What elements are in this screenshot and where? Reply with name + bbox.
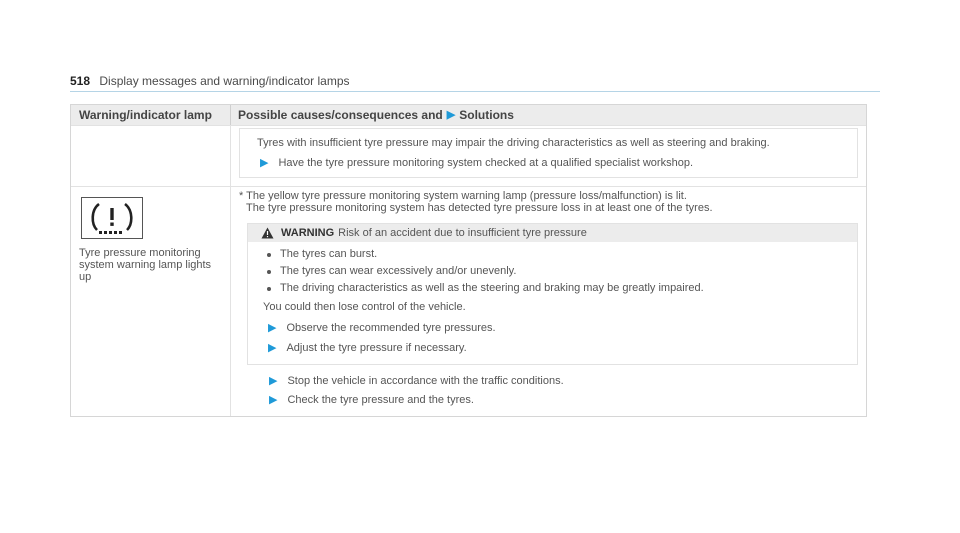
list-item [263,280,857,297]
lamp-label: Tyre pressure monitoring system warning lamp lights up [79,247,212,283]
solution-step [263,320,857,336]
solution-step [239,392,858,408]
bullet-icon [267,270,271,274]
bullet-icon [267,287,271,291]
step-text: Have the tyre pressure monitoring system checked at a qualified specialist workshop. [278,157,693,169]
step-text: Adjust the tyre pressure if necessary. [286,342,467,354]
page-section-title: Display messages and warning/indicator lamps [99,74,350,88]
step-text: Stop the vehicle in accordance with the traffic conditions. [287,375,564,387]
solution-arrow-icon: ▶ [446,109,456,121]
column-header-solutions-label: Solutions [459,108,514,122]
causes-cell [230,187,866,416]
solution-step [263,340,857,356]
cause-text-1: * The yellow tyre pressure monitoring system warning lamp (pressure loss/malfunction) is lit. [239,190,687,202]
column-header-causes-label: Possible causes/consequences and [238,108,443,122]
bullet-text: The tyres can burst. [280,248,378,260]
warning-label: WARNING [281,227,335,239]
step-arrow-icon: ▶ [268,342,277,354]
tyre-pressure-warning-icon [81,197,143,239]
cause-text-2: The tyre pressure monitoring system has detected tyre pressure loss in at least one of the tyres. [246,202,713,214]
list-item [263,246,857,263]
column-header-lamp: Warning/indicator lamp [79,108,212,122]
warning-text: You could then lose control of the vehicle. [263,301,466,313]
list-item [263,263,857,280]
warning-lamp-table [70,104,867,417]
column-header-causes [230,105,866,125]
lamp-cell [71,187,230,416]
warning-body [248,242,857,364]
step-arrow-icon: ▶ [269,375,278,387]
step-text: Check the tyre pressure and the tyres. [287,394,474,406]
table-row [71,186,866,416]
step-text: Observe the recommended tyre pressures. [286,322,496,334]
solution-step [240,155,857,171]
page-header [70,74,350,88]
solution-step [239,373,858,389]
step-arrow-icon: ▶ [260,157,269,169]
lamp-cell-empty [71,126,230,186]
page-number: 518 [70,74,91,88]
table-row [71,125,866,186]
bullet-text: The tyres can wear excessively and/or unevenly. [280,265,517,277]
step-arrow-icon: ▶ [269,394,278,406]
warning-box [247,223,858,365]
warning-title: Risk of an accident due to insufficient tyre pressure [338,227,587,239]
causes-cell [230,126,866,186]
info-box [239,128,858,178]
warning-header [248,224,857,242]
bullet-icon [267,253,271,257]
table-header [71,105,866,125]
solution-steps [239,373,858,408]
bullet-text: The driving characteristics as well as the steering and braking may be greatly impaired. [280,282,704,294]
header-divider [70,91,880,92]
warning-triangle-icon [261,227,274,239]
step-arrow-icon: ▶ [268,322,277,334]
info-text: Tyres with insufficient tyre pressure may impair the driving characteristics as well as steering and braking. [257,137,770,149]
